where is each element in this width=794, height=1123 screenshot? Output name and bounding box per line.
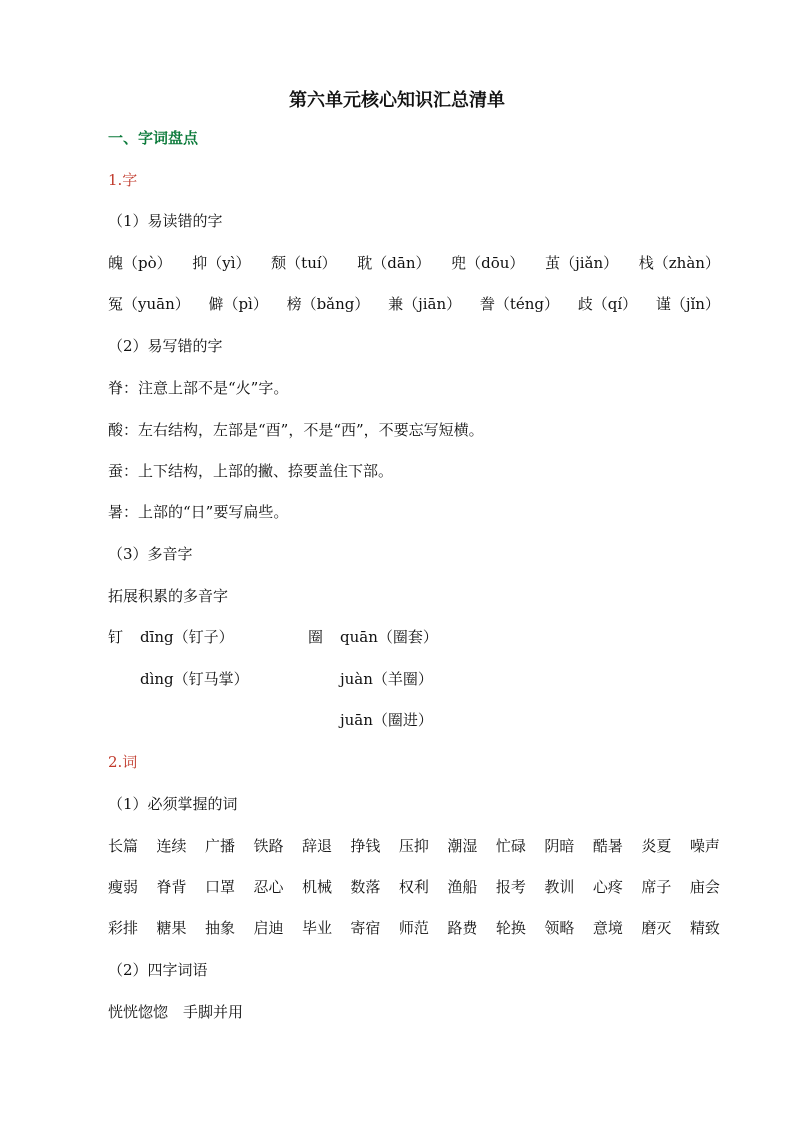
section-heading-word-review: 一、字词盘点 [108, 129, 199, 147]
word-item: 渔船 [447, 878, 478, 896]
must-words-row-2 [108, 877, 720, 897]
pinyin-item: 抑（yì） [192, 254, 251, 272]
word-item: 磨灭 [641, 919, 672, 937]
must-words-row-1 [108, 836, 720, 856]
word-item: 抽象 [204, 919, 235, 937]
pinyin-item: 冤（yuān） [108, 295, 190, 313]
word-item: 口罩 [204, 878, 235, 896]
polyphone-reading: dìng（钉马掌） [140, 670, 249, 688]
pinyin-item: 兼（jiān） [388, 295, 462, 313]
word-item: 辞退 [301, 837, 332, 855]
easy-read-row-1 [108, 253, 720, 273]
word-item: 数落 [350, 878, 381, 896]
polyphone-char-1: 钉 [108, 628, 124, 646]
easy-write-item: 酸：左右结构，左部是“酉”，不是“西”，不要忘写短横。 [108, 421, 484, 439]
pinyin-item: 僻（pì） [208, 295, 268, 313]
pinyin-item: 歧（qí） [577, 295, 638, 313]
pinyin-item: 兜（dōu） [451, 254, 525, 272]
word-item: 毕业 [301, 919, 332, 937]
word-item: 酷暑 [592, 837, 623, 855]
word-item: 忙碌 [495, 837, 526, 855]
easy-write-item: 暑：上部的“日”要写扁些。 [108, 503, 289, 521]
pinyin-item: 耽（dān） [357, 254, 431, 272]
word-item: 意境 [592, 919, 623, 937]
word-item: 心疼 [592, 878, 623, 896]
word-item: 广播 [204, 837, 235, 855]
polyphone-reading: quān（圈套） [340, 628, 438, 646]
word-item: 教训 [544, 878, 575, 896]
word-item: 挣钱 [350, 837, 381, 855]
polyphone-reading: juān（圈进） [340, 711, 433, 729]
word-item: 启迪 [253, 919, 284, 937]
pinyin-item: 榜（bǎng） [286, 295, 370, 313]
polyphone-reading: juàn（羊圈） [340, 670, 433, 688]
polyphone-subheading: 拓展积累的多音字 [108, 587, 229, 605]
word-item: 彩排 [108, 919, 139, 937]
word-item: 瘦弱 [108, 878, 139, 896]
word-item: 脊背 [156, 878, 187, 896]
word-item: 铁路 [253, 837, 284, 855]
word-item: 精致 [689, 919, 720, 937]
heading-easy-read: （1）易读错的字 [108, 212, 223, 230]
pinyin-item: 谨（jǐn） [655, 295, 720, 313]
word-item: 师范 [398, 919, 429, 937]
word-item: 领略 [544, 919, 575, 937]
word-item: 路费 [447, 919, 478, 937]
subheading-characters: 1.字 [108, 171, 138, 189]
word-item: 报考 [495, 878, 526, 896]
word-item: 长篇 [108, 837, 139, 855]
pinyin-item: 誊（téng） [479, 295, 560, 313]
subheading-words: 2.词 [108, 753, 138, 771]
heading-polyphone: （3）多音字 [108, 545, 193, 563]
pinyin-item: 颓（tuí） [271, 254, 337, 272]
word-item: 庙会 [689, 878, 720, 896]
heading-four-char-idioms: （2）四字词语 [108, 961, 208, 979]
pinyin-item: 魄（pò） [108, 254, 172, 272]
word-item: 阴暗 [544, 837, 575, 855]
word-item: 轮换 [495, 919, 526, 937]
word-item: 机械 [301, 878, 332, 896]
word-item: 压抑 [398, 837, 429, 855]
heading-easy-write: （2）易写错的字 [108, 337, 223, 355]
word-item: 糖果 [156, 919, 187, 937]
heading-must-words: （1）必须掌握的词 [108, 795, 238, 813]
polyphone-char-2: 圈 [308, 628, 324, 646]
word-item: 忍心 [253, 878, 284, 896]
word-item: 噪声 [689, 837, 720, 855]
polyphone-reading: dīng（钉子） [140, 628, 234, 646]
must-words-row-3 [108, 918, 720, 938]
page-title: 第六单元核心知识汇总清单 [289, 90, 505, 111]
easy-read-row-2 [108, 294, 720, 314]
easy-write-item: 脊：注意上部不是“火”字。 [108, 379, 289, 397]
four-char-idioms: 恍恍惚惚 手脚并用 [108, 1003, 244, 1021]
word-item: 寄宿 [350, 919, 381, 937]
pinyin-item: 栈（zhàn） [638, 254, 720, 272]
word-item: 炎夏 [641, 837, 672, 855]
word-item: 连续 [156, 837, 187, 855]
word-item: 权利 [398, 878, 429, 896]
word-item: 席子 [641, 878, 672, 896]
word-item: 潮湿 [447, 837, 478, 855]
easy-write-item: 蚕：上下结构，上部的撇、捺要盖住下部。 [108, 462, 394, 480]
pinyin-item: 茧（jiǎn） [545, 254, 619, 272]
